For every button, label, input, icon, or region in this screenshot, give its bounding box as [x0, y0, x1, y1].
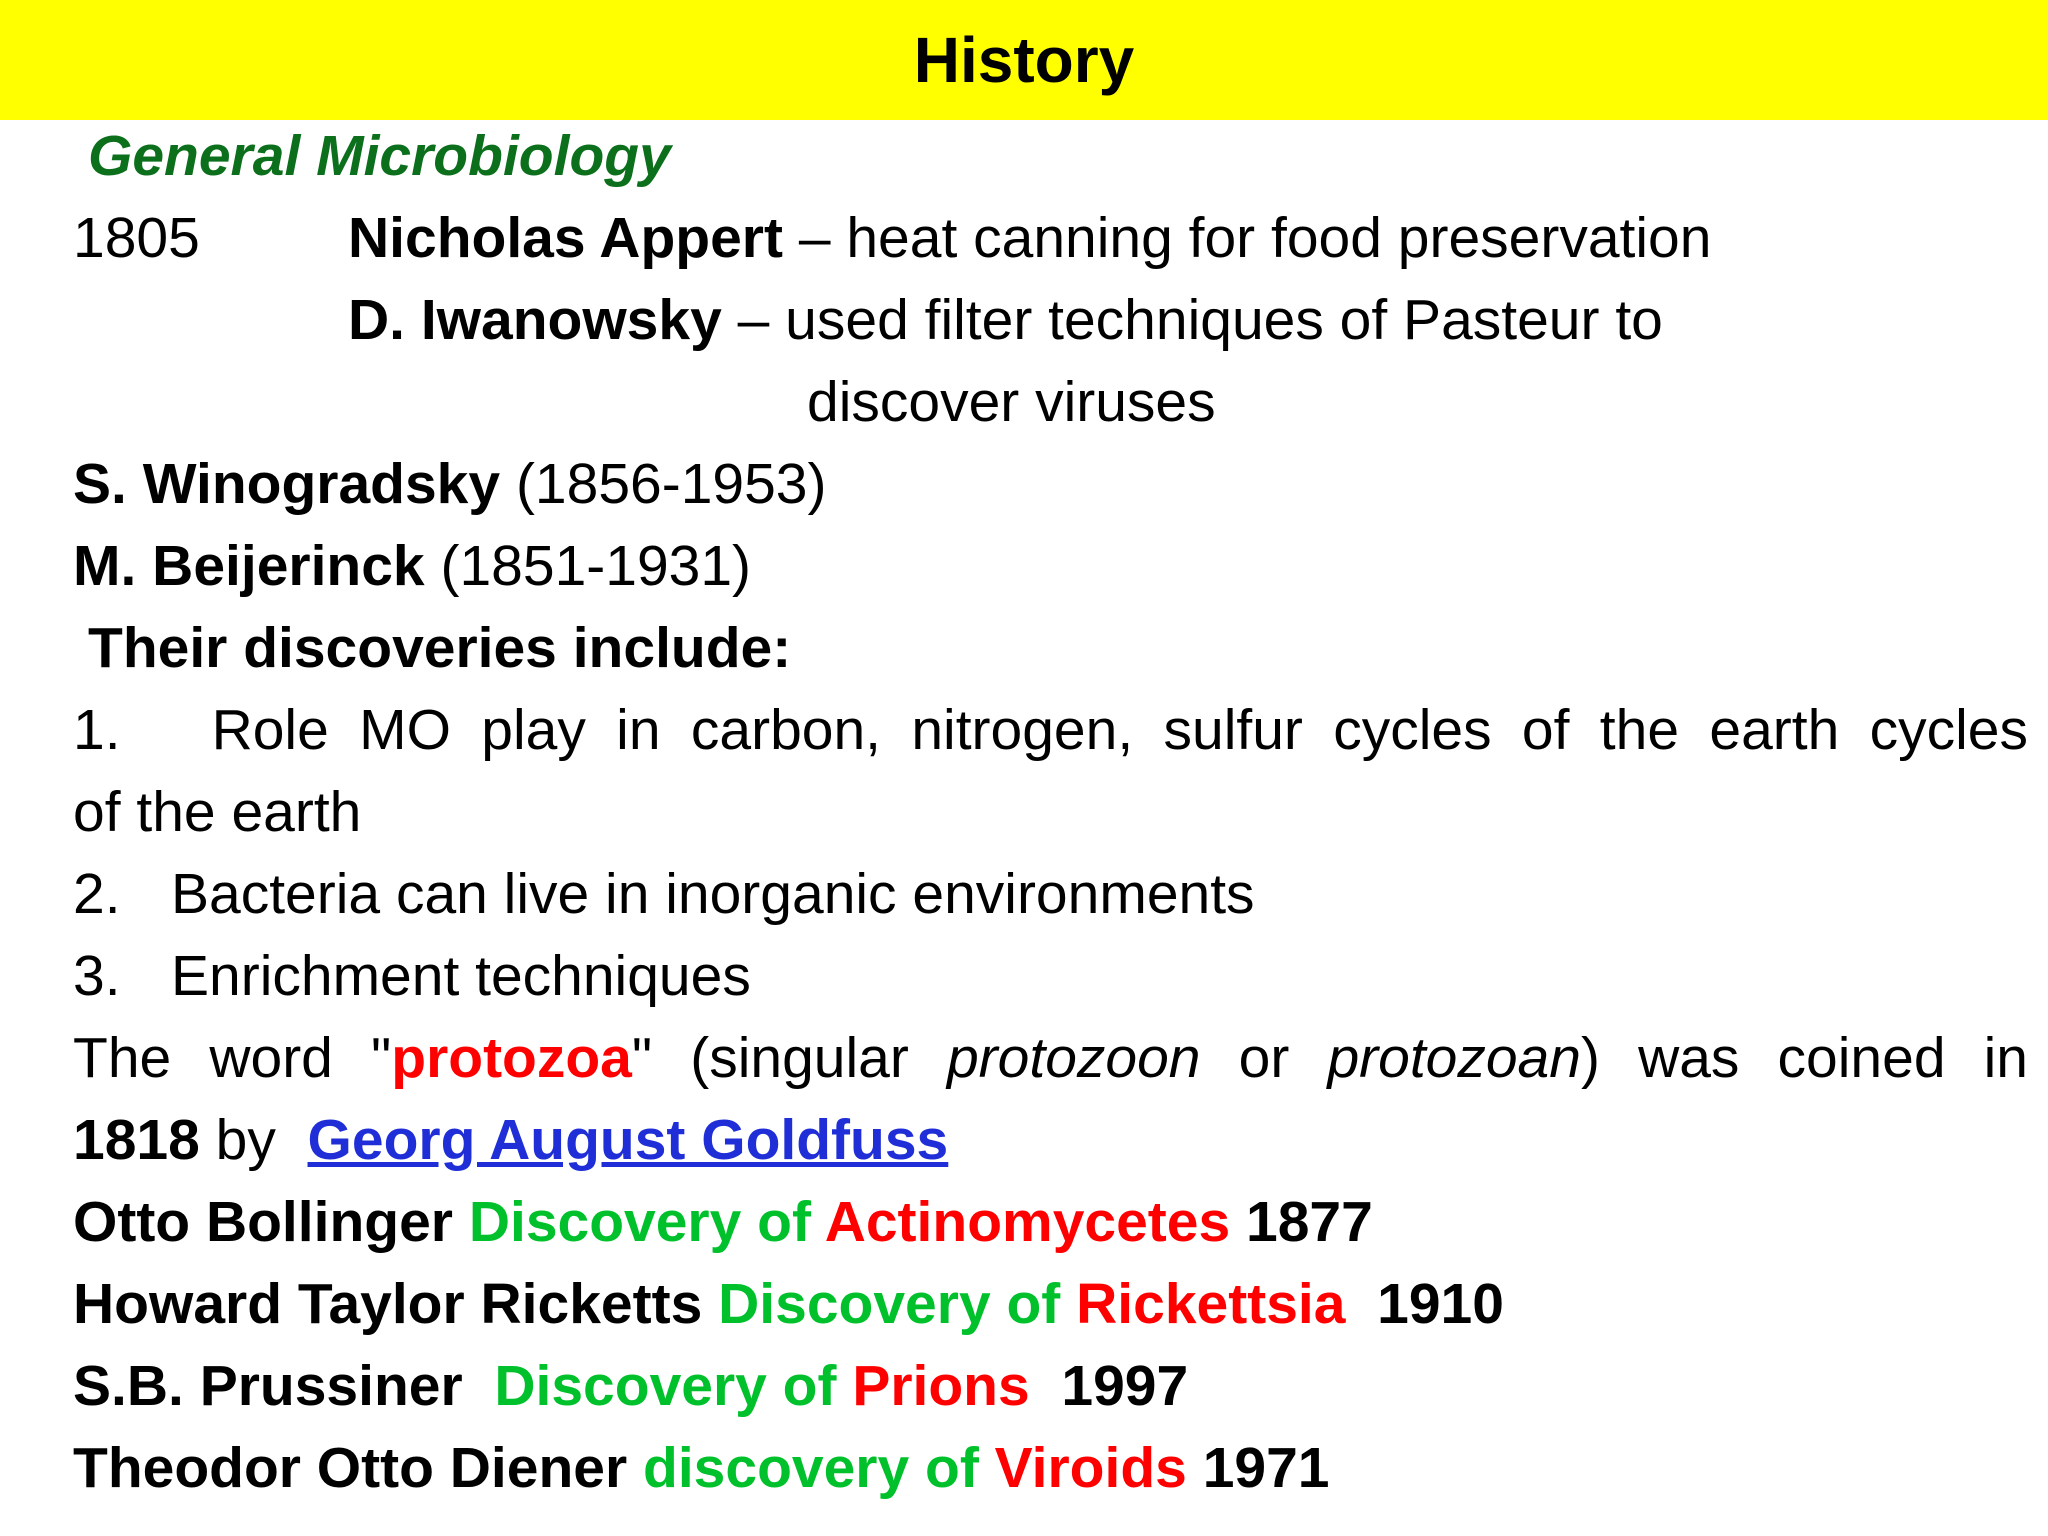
- winogradsky-name: S. Winogradsky: [73, 452, 501, 516]
- list-text: Role MO play in carbon, nitrogen, sulfur cycles of the earth cycles: [211, 698, 2028, 762]
- discoveries-heading: Their discoveries include:: [88, 616, 792, 680]
- iwanowsky-desc-cont: discover viruses: [807, 370, 1216, 434]
- discovery-row: [73, 1263, 2028, 1345]
- iwanowsky-name: D. Iwanowsky: [348, 288, 722, 352]
- appert-line: [73, 197, 2028, 279]
- discovery-label: Discovery of: [468, 1190, 811, 1254]
- protozoan-word: protozoan: [1327, 1026, 1581, 1090]
- list-number: 1.: [73, 698, 121, 762]
- protozoa-text: ) was coined in: [1580, 1026, 2029, 1090]
- list-item: [73, 689, 2028, 771]
- discovery-label: Discovery of: [494, 1354, 837, 1418]
- subtitle: General Microbiology: [88, 124, 671, 188]
- discovery-row: [73, 1345, 2028, 1427]
- list-item: [73, 853, 2028, 935]
- discovery-year: 1877: [1246, 1190, 1373, 1254]
- protozoa-text: The word ": [73, 1026, 392, 1090]
- winogradsky-line: [73, 443, 2028, 525]
- list-number: 2.: [73, 862, 121, 926]
- list-item: [73, 935, 2028, 1017]
- appert-name: Nicholas Appert: [348, 206, 783, 270]
- protozoa-text: or: [1200, 1026, 1328, 1090]
- winogradsky-dates: (1856-1953): [515, 452, 827, 516]
- discovery-item: Viroids: [994, 1436, 1187, 1500]
- discovery-row: [73, 1427, 2028, 1509]
- discoverer-name: S.B. Prussiner: [73, 1354, 463, 1418]
- discovery-label: discovery of: [643, 1436, 979, 1500]
- list-number: 3.: [73, 944, 121, 1008]
- discovery-item: Prions: [852, 1354, 1030, 1418]
- discoverer-name: Howard Taylor Ricketts: [73, 1272, 703, 1336]
- list-text: Bacteria can live in inorganic environments: [171, 862, 1255, 926]
- protozoa-text: " (singular: [631, 1026, 947, 1090]
- goldfuss-link[interactable]: Georg August Goldfuss: [307, 1108, 949, 1172]
- discovery-label: Discovery of: [718, 1272, 1061, 1336]
- protozoa-line: [73, 1017, 2028, 1099]
- discovery-year: 1971: [1202, 1436, 1330, 1500]
- list-text: Enrichment techniques: [171, 944, 751, 1008]
- discovery-item: Actinomycetes: [824, 1190, 1231, 1254]
- discovery-year: 1910: [1377, 1272, 1504, 1336]
- discovery-year: 1997: [1061, 1354, 1189, 1418]
- title-bar: [0, 0, 2048, 120]
- protozoa-by: by: [199, 1108, 308, 1172]
- page-title: History: [913, 24, 1135, 96]
- protozoon-word: protozoon: [946, 1026, 1201, 1090]
- beijerinck-name: M. Beijerinck: [73, 534, 425, 598]
- discoverer-name: Otto Bollinger: [73, 1190, 453, 1254]
- protozoa-line-2: [73, 1099, 2028, 1181]
- iwanowsky-line: [348, 279, 2028, 361]
- appert-desc: – heat canning for food preservation: [798, 206, 1712, 270]
- discovery-item: Rickettsia: [1076, 1272, 1346, 1336]
- protozoa-year: 1818: [73, 1108, 200, 1172]
- beijerinck-dates: (1851-1931): [440, 534, 752, 598]
- beijerinck-line: [73, 525, 2028, 607]
- appert-year: 1805: [73, 206, 200, 270]
- discoverer-name: Theodor Otto Diener: [73, 1436, 628, 1500]
- iwanowsky-desc: – used filter techniques of Pasteur to: [737, 288, 1663, 352]
- discovery-row: [73, 1181, 2028, 1263]
- list-item-cont: of the earth: [73, 780, 362, 844]
- protozoa-word: protozoa: [391, 1026, 632, 1090]
